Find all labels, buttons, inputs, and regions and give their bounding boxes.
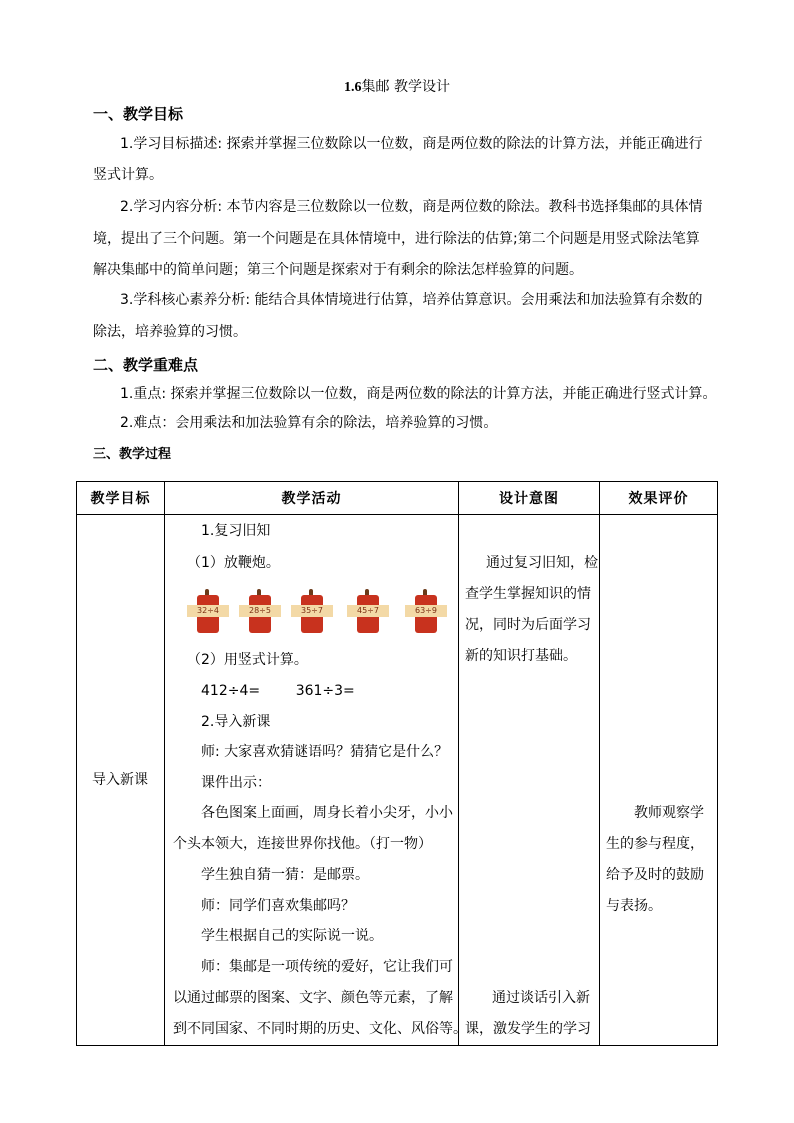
activity-line: 师：同学们喜欢集邮吗？ (201, 898, 355, 914)
firecracker-label: 35÷7 (291, 605, 333, 617)
firecracker-group (187, 589, 437, 635)
activity-line: 以通过邮票的图案、文字、颜色等元素，了解 (173, 990, 453, 1006)
activity-line: 课件出示： (201, 775, 271, 791)
activity-line: 师：集邮是一项传统的爱好，它让我们可 (201, 959, 453, 975)
section-heading-key-points: 二、教学重难点 (93, 356, 199, 374)
objective-3-line-1: 3.学科核心素养分析: 能结合具体情境进行估算，培养估算意识。会用乘法和加法验算有余数的 (120, 292, 703, 308)
header-evaluation: 效果评价 (600, 482, 718, 515)
evaluation-line: 教师观察学 (634, 805, 704, 821)
document-title (0, 76, 794, 96)
activity-line: 1.复习旧知 (201, 523, 271, 539)
firecracker-image (405, 589, 447, 635)
header-goal: 教学目标 (77, 482, 165, 515)
objective-3-line-2: 除法，培养验算的习惯。 (93, 324, 247, 340)
activity-line: （1）放鞭炮。 (187, 555, 280, 571)
evaluation-line: 生的参与程度， (606, 836, 704, 852)
intent-line: 通过复习旧知，检 (486, 555, 598, 571)
firecracker-label: 32÷4 (187, 605, 229, 617)
firecracker-label: 63÷9 (405, 605, 447, 617)
evaluation-line: 给予及时的鼓励 (606, 867, 704, 883)
objective-2-line-2: 境，提出了三个问题。第一个问题是在具体情境中，进行除法的估算;第二个问题是用竖式除法笔算 (93, 231, 700, 247)
activity-cell (165, 515, 467, 1046)
intent-line: 新的知识打基础。 (465, 648, 577, 664)
table-header-row (77, 482, 718, 515)
teaching-process-table (76, 481, 718, 1046)
activity-line: （2）用竖式计算。 (187, 652, 308, 668)
firecracker-image (291, 589, 333, 635)
key-point-1: 1.重点: 探索并掌握三位数除以一位数，商是两位数的除法的计算方法，并能正确进行竖式计算。 (120, 386, 717, 402)
firecracker-image (187, 589, 229, 635)
header-activity: 教学活动 (165, 482, 459, 515)
objective-2-line-1: 2.学习内容分析: 本节内容是三位数除以一位数，商是两位数的除法。教科书选择集邮的具体情 (120, 199, 703, 215)
firecracker-image (239, 589, 281, 635)
objective-1-line-1: 1.学习目标描述: 探索并掌握三位数除以一位数，商是两位数的除法的计算方法，并能正确进行 (120, 136, 703, 152)
activity-line: 412÷4= 361÷3= (201, 683, 355, 699)
key-point-2: 2.难点：会用乘法和加法验算有余的除法，培养验算的习惯。 (120, 415, 498, 431)
title-text: 集邮 教学设计 (361, 79, 450, 95)
intent-cell (459, 515, 600, 1046)
activity-line: 到不同国家、不同时期的历史、文化、风俗等。 (173, 1021, 467, 1037)
evaluation-line: 与表扬。 (606, 898, 662, 914)
activity-line: 师: 大家喜欢猜谜语吗？猜猜它是什么？ (201, 744, 449, 760)
firecracker-image (347, 589, 389, 635)
section-heading-objectives: 一、教学目标 (93, 105, 184, 123)
title-number: 1.6 (344, 80, 362, 95)
table-row (77, 515, 718, 1046)
intent-line: 通过谈话引入新 (492, 990, 590, 1006)
objective-1-line-2: 竖式计算。 (93, 167, 163, 183)
firecracker-label: 45÷7 (347, 605, 389, 617)
intent-line: 况，同时为后面学习 (465, 617, 591, 633)
firecracker-label: 28÷5 (239, 605, 281, 617)
section-heading-process: 三、教学过程 (93, 447, 172, 462)
header-intent: 设计意图 (459, 482, 600, 515)
goal-cell (77, 515, 165, 1046)
activity-line: 各色图案上面画，周身长着小尖牙，小小 (201, 805, 453, 821)
intent-line: 课，激发学生的学习 (465, 1021, 591, 1037)
objective-2-line-3: 解决集邮中的简单问题；第三个问题是探索对于有剩余的除法怎样验算的问题。 (93, 262, 583, 278)
activity-line: 学生独自猜一猜：是邮票。 (201, 867, 369, 883)
activity-line: 学生根据自己的实际说一说。 (201, 928, 383, 944)
activity-line: 个头本领大，连接世界你找他。（打一物） (173, 836, 432, 852)
goal-text: 导入新课 (92, 772, 148, 788)
evaluation-cell (600, 515, 718, 1046)
intent-line: 查学生掌握知识的情 (465, 586, 591, 602)
activity-line: 2.导入新课 (201, 714, 271, 730)
